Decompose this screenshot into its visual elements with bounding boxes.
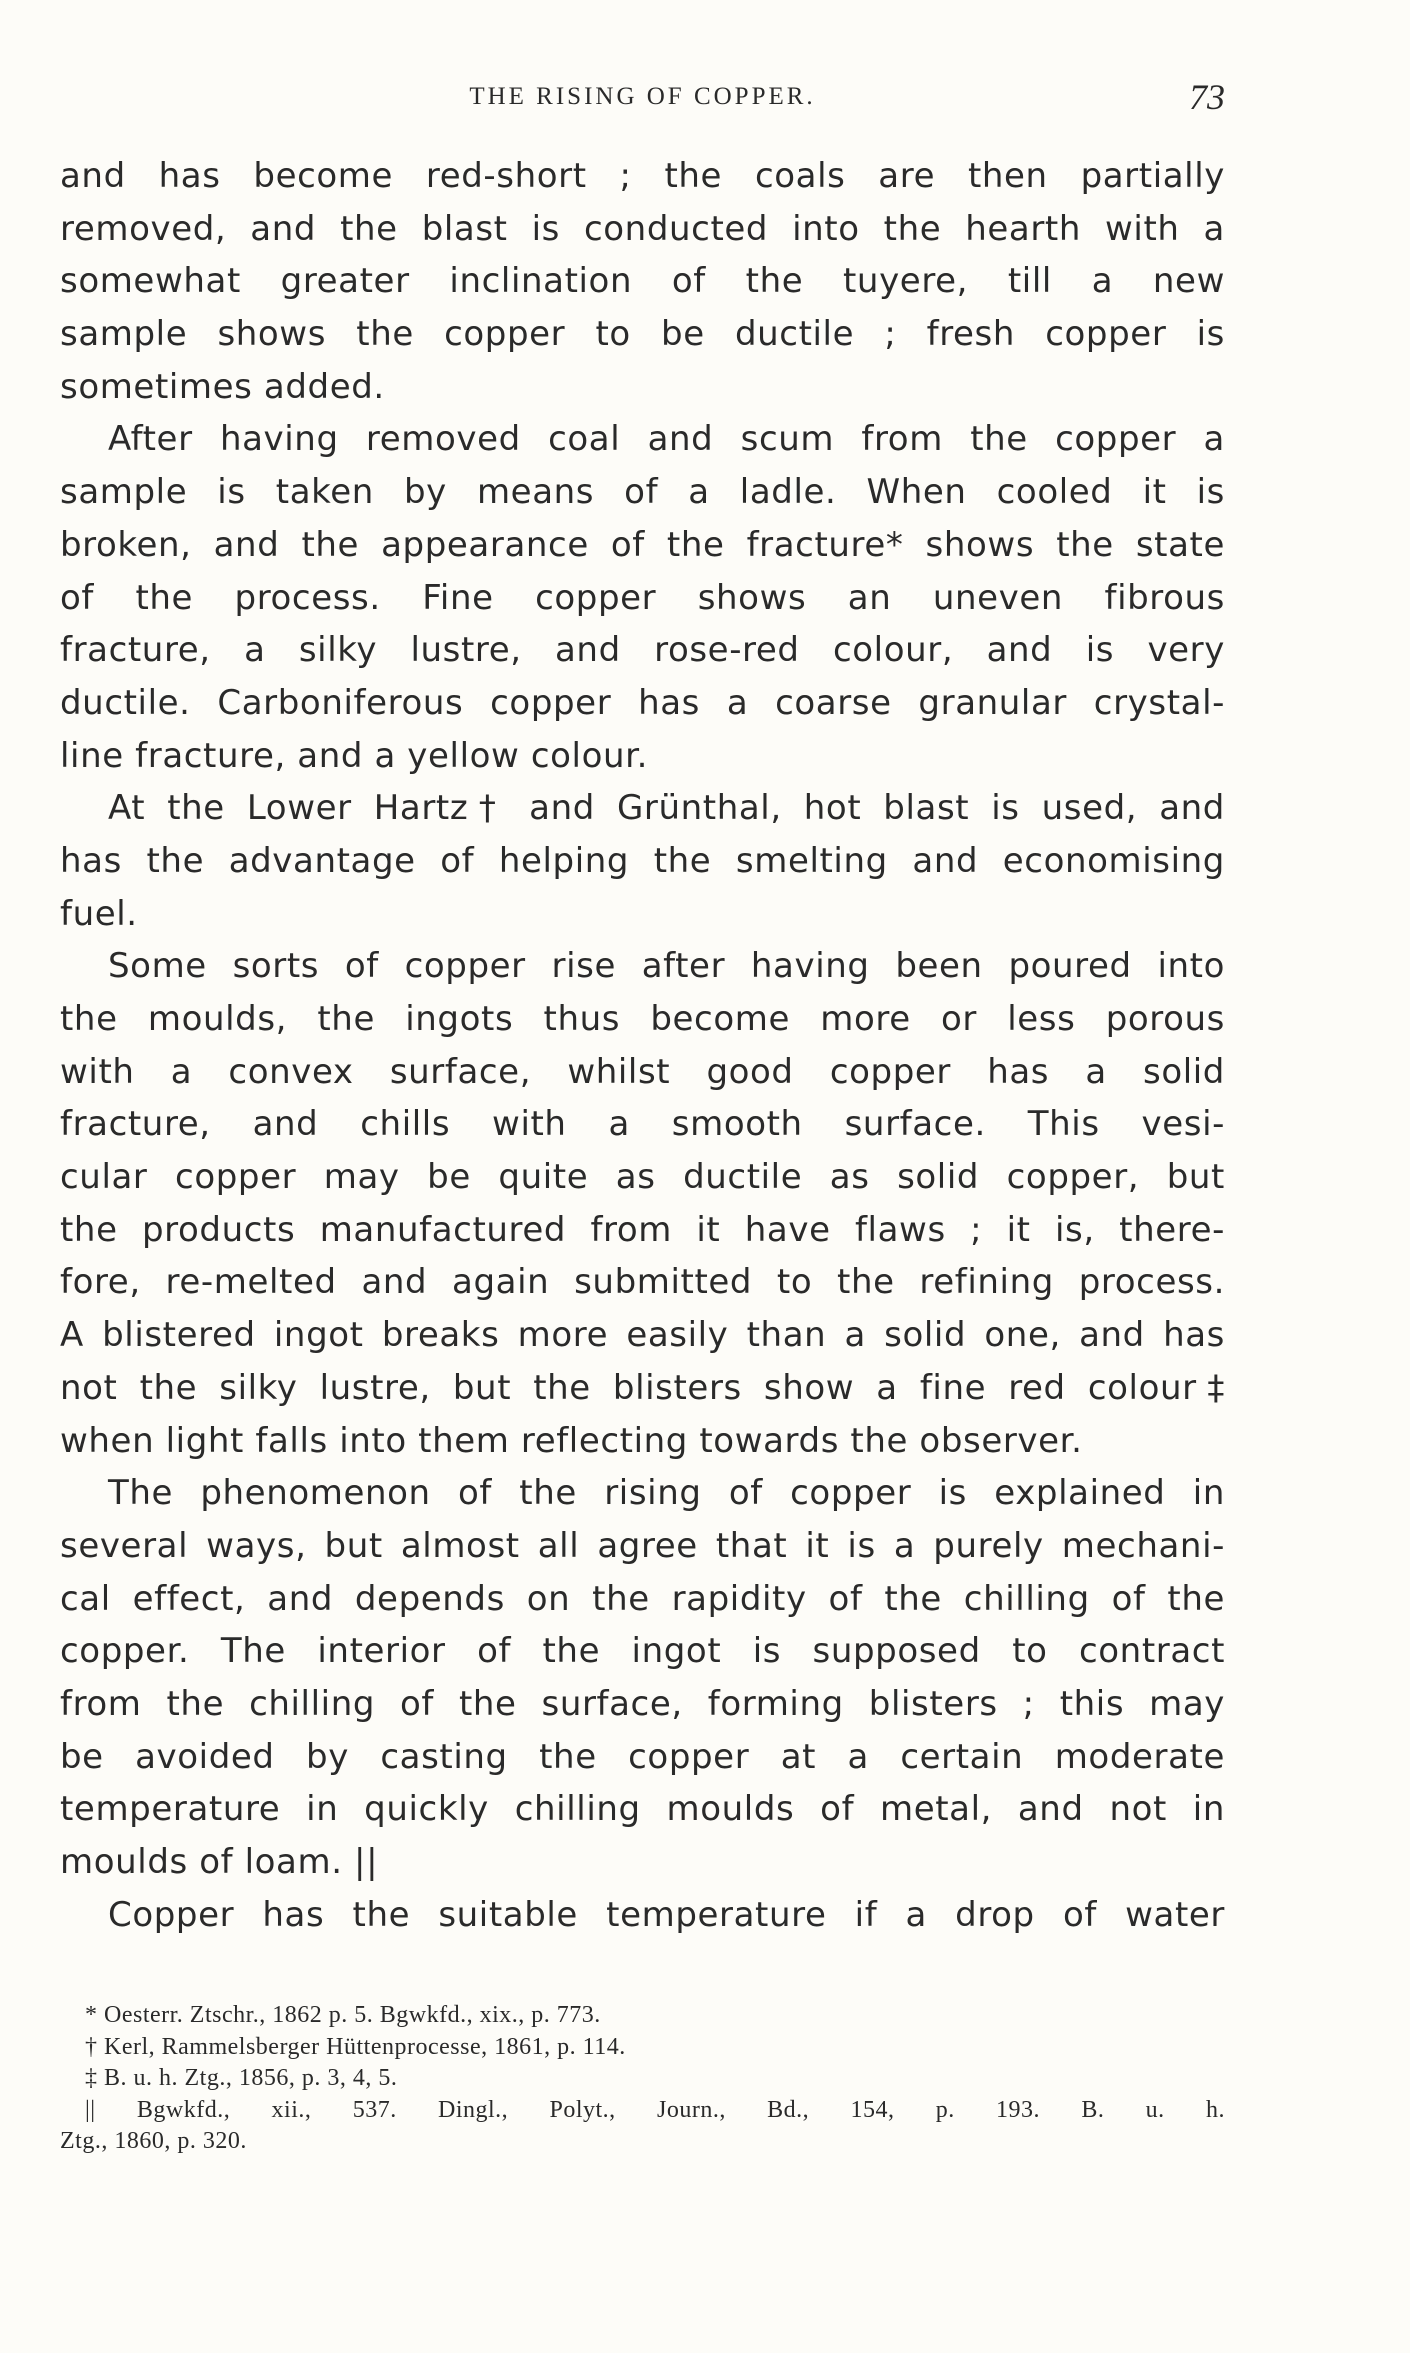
body-line: cal effect, and depends on the rapidity of the chilling of the bbox=[60, 1578, 1225, 1619]
footnote: † Kerl, Rammelsberger Hüttenprocesse, 1861, p. 114. bbox=[85, 2033, 626, 2060]
footnotes bbox=[60, 2000, 1225, 2158]
body-text bbox=[60, 150, 1225, 1941]
body-line: cular copper may be quite as ductile as solid copper, but bbox=[60, 1157, 1225, 1198]
body-line: sometimes added. bbox=[60, 366, 385, 407]
body-line: from the chilling of the surface, forming blisters ; this may bbox=[60, 1683, 1225, 1724]
body-line: fuel. bbox=[60, 893, 138, 934]
body-line: of the process. Fine copper shows an uneven fibrous bbox=[60, 577, 1225, 618]
footnote: ‡ B. u. h. Ztg., 1856, p. 3, 4, 5. bbox=[85, 2065, 398, 2091]
body-line: line fracture, and a yellow colour. bbox=[60, 735, 649, 776]
body-line: ductile. Carboniferous copper has a coarse granular crystal- bbox=[60, 682, 1225, 723]
body-line: and has become red-short ; the coals are then partially bbox=[60, 156, 1225, 196]
body-line: temperature in quickly chilling moulds of metal, and not in bbox=[60, 1789, 1225, 1830]
body-line: Some sorts of copper rise after having been poured into bbox=[108, 946, 1225, 987]
body-line: has the advantage of helping the smelting and economising bbox=[60, 840, 1225, 881]
body-line: After having removed coal and scum from the copper a bbox=[108, 419, 1225, 460]
body-line: fracture, a silky lustre, and rose-red colour, and is very bbox=[60, 630, 1225, 671]
footnote: * Oesterr. Ztschr., 1862 p. 5. Bgwkfd., xix., p. 773. bbox=[85, 2002, 601, 2028]
running-title: THE RISING OF COPPER. bbox=[469, 83, 816, 110]
body-line: removed, and the blast is conducted into the hearth with a bbox=[60, 208, 1225, 249]
body-line: fore, re-melted and again submitted to the refining process. bbox=[60, 1262, 1225, 1303]
running-head bbox=[60, 72, 1225, 122]
body-line: Copper has the suitable temperature if a drop of water bbox=[108, 1894, 1225, 1935]
body-line: somewhat greater inclination of the tuyere, till a new bbox=[60, 261, 1225, 302]
body-line: be avoided by casting the copper at a certain moderate bbox=[60, 1736, 1225, 1777]
body-line: The phenomenon of the rising of copper is explained in bbox=[108, 1473, 1225, 1514]
body-line: broken, and the appearance of the fracture* shows the state bbox=[60, 524, 1225, 565]
footnote-continuation: Ztg., 1860, p. 320. bbox=[60, 2128, 247, 2154]
footnote: || Bgwkfd., xii., 537. Dingl., Polyt., Journ., Bd., 154, p. 193. B. u. h. bbox=[85, 2096, 1225, 2123]
page-number: 73 bbox=[1189, 77, 1225, 117]
body-line: sample is taken by means of a ladle. When cooled it is bbox=[60, 472, 1225, 513]
body-line: copper. The interior of the ingot is supposed to contract bbox=[60, 1631, 1225, 1672]
body-line: the moulds, the ingots thus become more or less porous bbox=[60, 999, 1225, 1039]
body-line: At the Lower Hartz† and Grünthal, hot blast is used, and bbox=[108, 788, 1225, 829]
body-line: when light falls into them reflecting towards the observer. bbox=[60, 1420, 1083, 1461]
body-line: moulds of loam. || bbox=[60, 1842, 379, 1882]
body-line: several ways, but almost all agree that it is a purely mechani- bbox=[60, 1525, 1225, 1566]
body-line: not the silky lustre, but the blisters show a fine red colour‡ bbox=[60, 1367, 1225, 1408]
body-line: sample shows the copper to be ductile ; fresh copper is bbox=[60, 314, 1225, 355]
body-line: fracture, and chills with a smooth surface. This vesi- bbox=[60, 1104, 1225, 1145]
body-line: A blistered ingot breaks more easily than a solid one, and has bbox=[60, 1315, 1225, 1356]
body-line: the products manufactured from it have flaws ; it is, there- bbox=[60, 1209, 1225, 1250]
body-line: with a convex surface, whilst good copper has a solid bbox=[60, 1051, 1225, 1092]
